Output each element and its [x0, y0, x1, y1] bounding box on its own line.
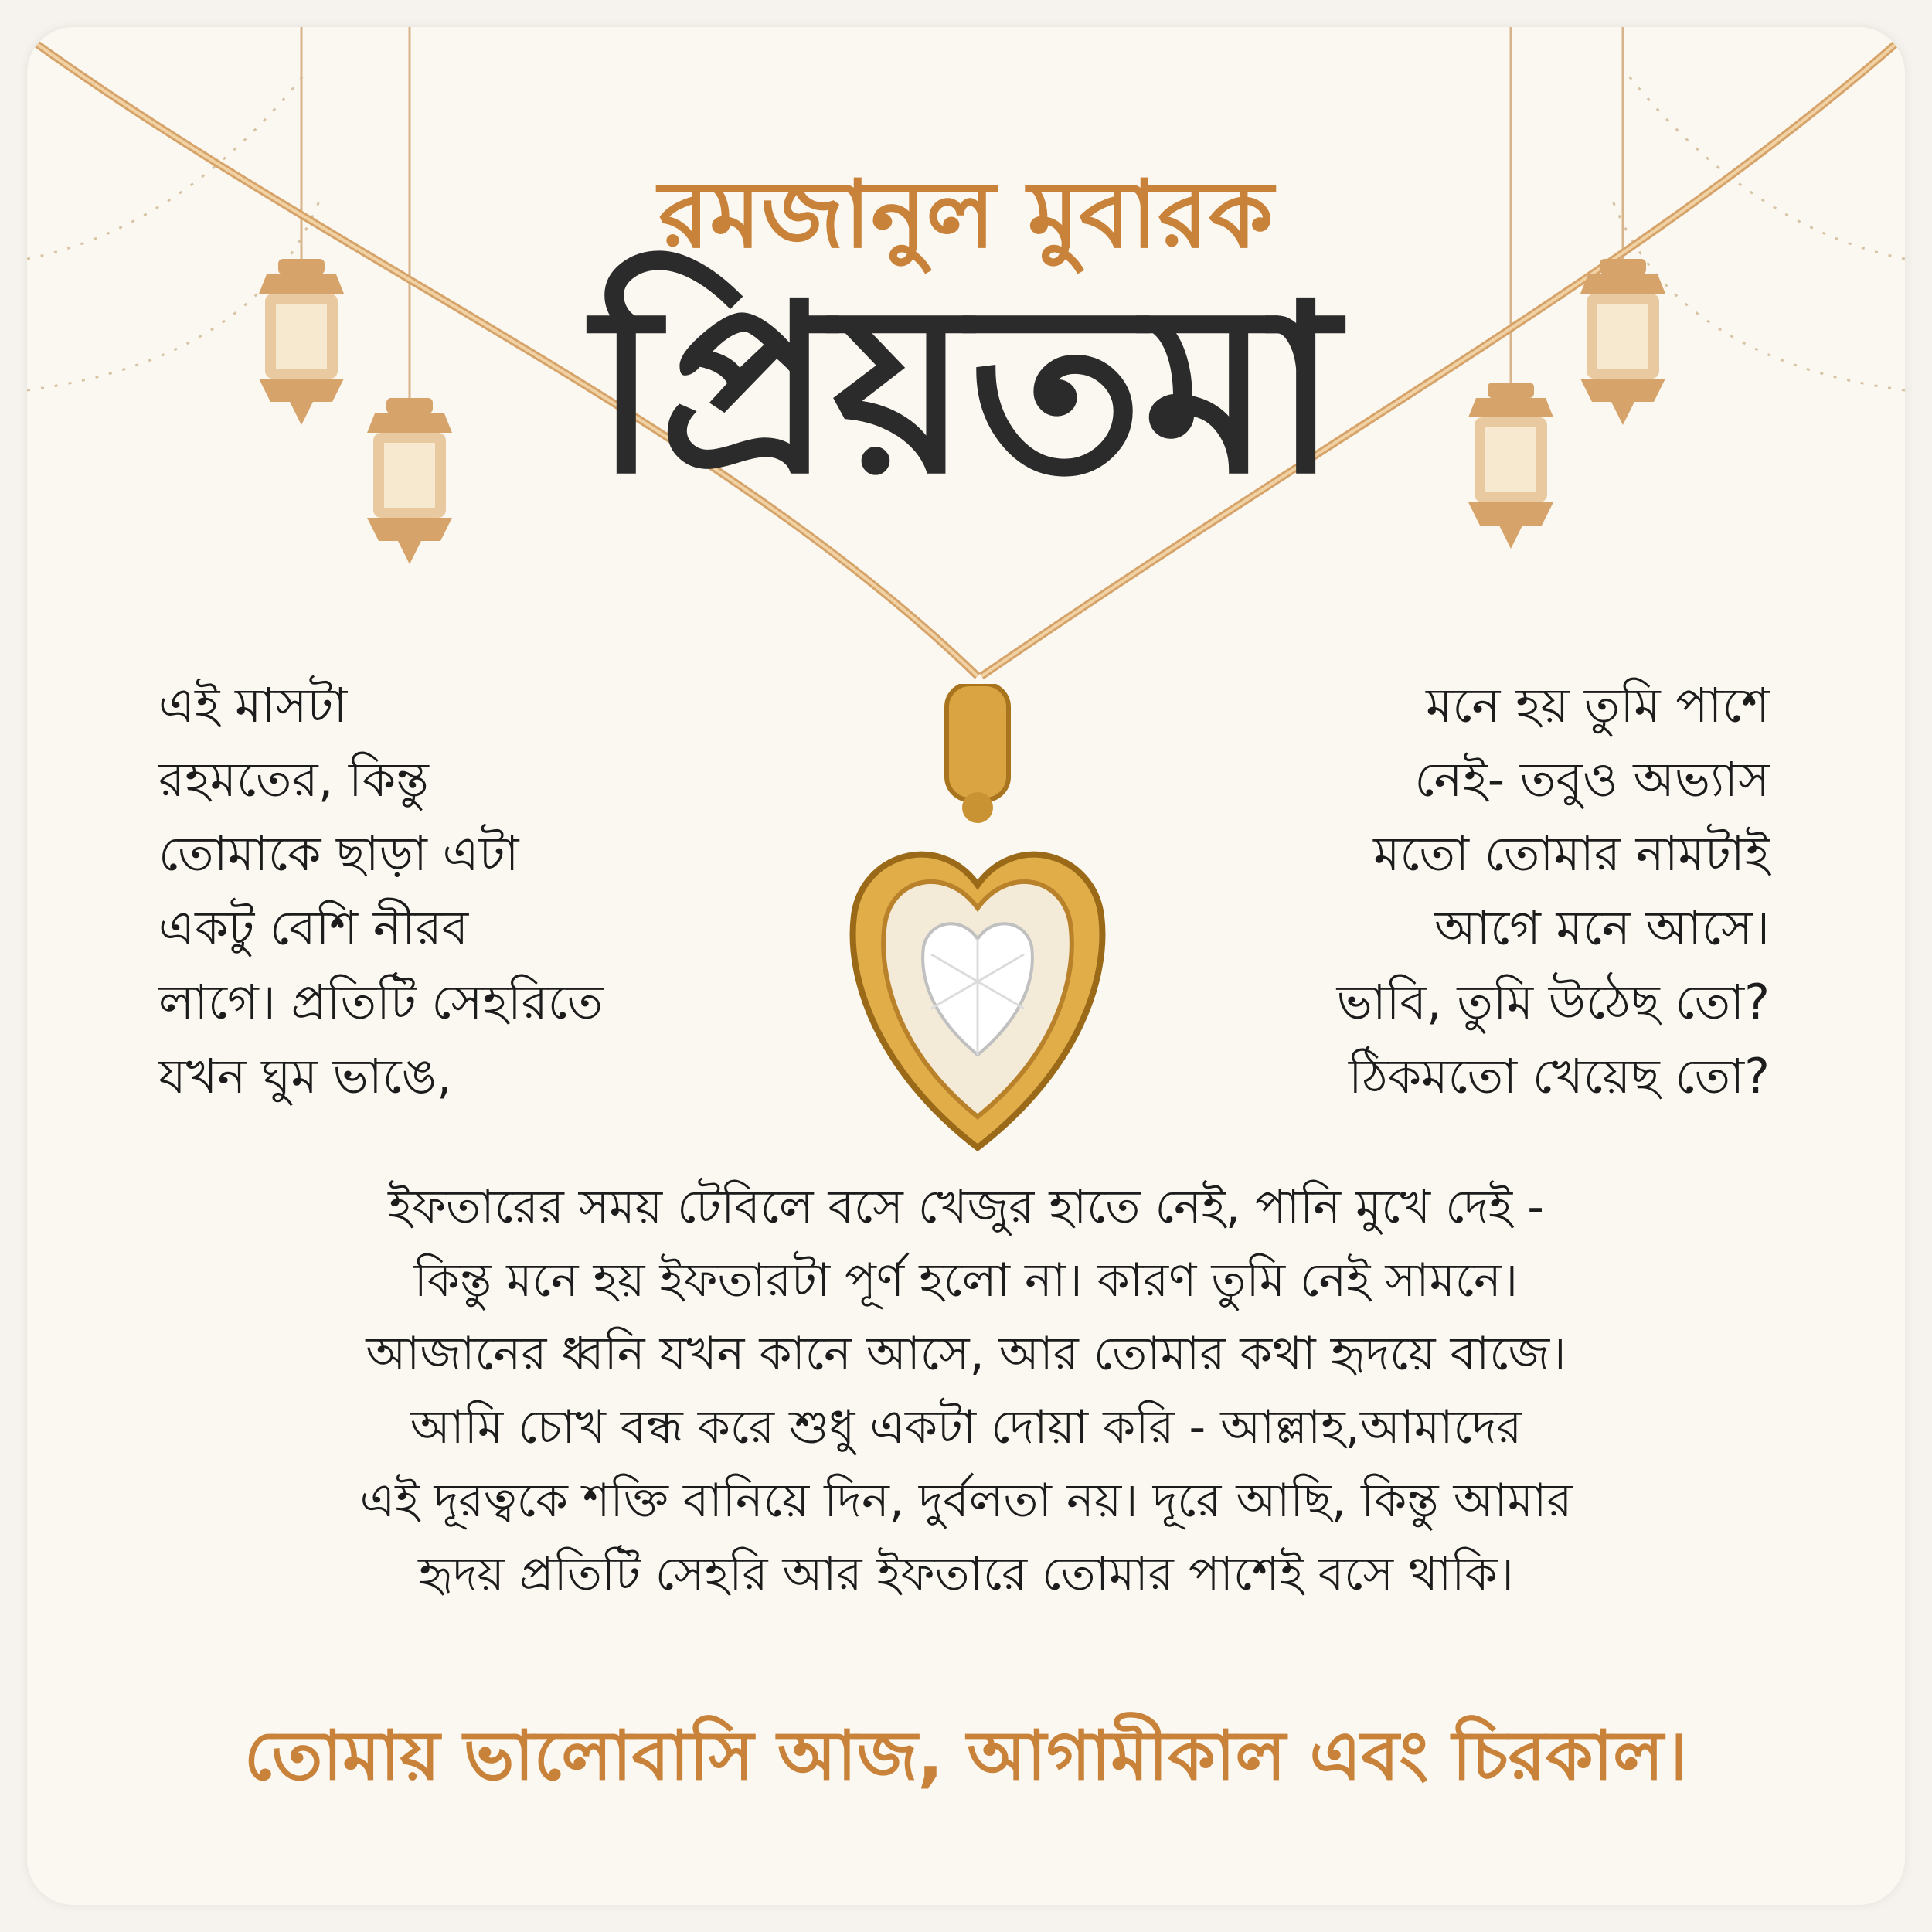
verse-line: এই মাসটা [158, 677, 348, 733]
verse-line: মতো তোমার নামটাই [1373, 825, 1770, 882]
verse-line: একটু বেশি নীরব [158, 900, 469, 956]
greeting-card [27, 27, 1905, 1905]
verse-line: রহমতের, কিন্তু [158, 751, 429, 808]
heart-pendant-necklace [846, 684, 1109, 1163]
verse-left [158, 668, 603, 1114]
paragraph-line: কিন্তু মনে হয় ইফতারটা পূর্ণ হলো না। কারণ তুমি নেই সামনে। [413, 1253, 1519, 1308]
paragraph-line: হৃদয় প্রতিটি সেহরি আর ইফতারে তোমার পাশেই বসে থাকি। [418, 1547, 1514, 1601]
paragraph-line: আজানের ধ্বনি যখন কানে আসে, আর তোমার কথা হৃদয়ে বাজে। [366, 1327, 1566, 1381]
message-paragraph [27, 1171, 1905, 1611]
verse-line: যখন ঘুম ভাঙে, [158, 1048, 452, 1104]
verse-line: তোমাকে ছাড়া এটা [158, 825, 519, 882]
verse-line: লাগে। প্রতিটি সেহরিতে [158, 974, 604, 1030]
verse-line: নেই- তবুও অভ্যাস [1414, 751, 1770, 808]
verse-right [1337, 668, 1770, 1114]
greeting-heading: রমজানুল মুবারক [658, 162, 1274, 269]
page-title: প্রিয়তমা [593, 255, 1339, 525]
verse-line: ভাবি, তুমি উঠেছ তো? [1336, 974, 1770, 1030]
paragraph-line: আমি চোখ বন্ধ করে শুধু একটা দোয়া করি - আল্লাহ,আমাদের [410, 1400, 1522, 1454]
verse-line: মনে হয় তুমি পাশে [1426, 677, 1770, 733]
paragraph-line: ইফতারের সময় টেবিলে বসে খেজুর হাতে নেই, পানি মুখে দেই - [388, 1180, 1544, 1234]
verse-line: আগে মনে আসে। [1434, 900, 1770, 956]
verse-line: ঠিকমতো খেয়েছ তো? [1349, 1048, 1770, 1104]
paragraph-line: এই দূরত্বকে শক্তি বানিয়ে দিন, দুর্বলতা নয়। দূরে আছি, কিন্তু আমার [359, 1474, 1573, 1528]
closing-line: তোমায় ভালোবাসি আজ, আগামীকাল এবং চিরকাল। [243, 1716, 1689, 1795]
